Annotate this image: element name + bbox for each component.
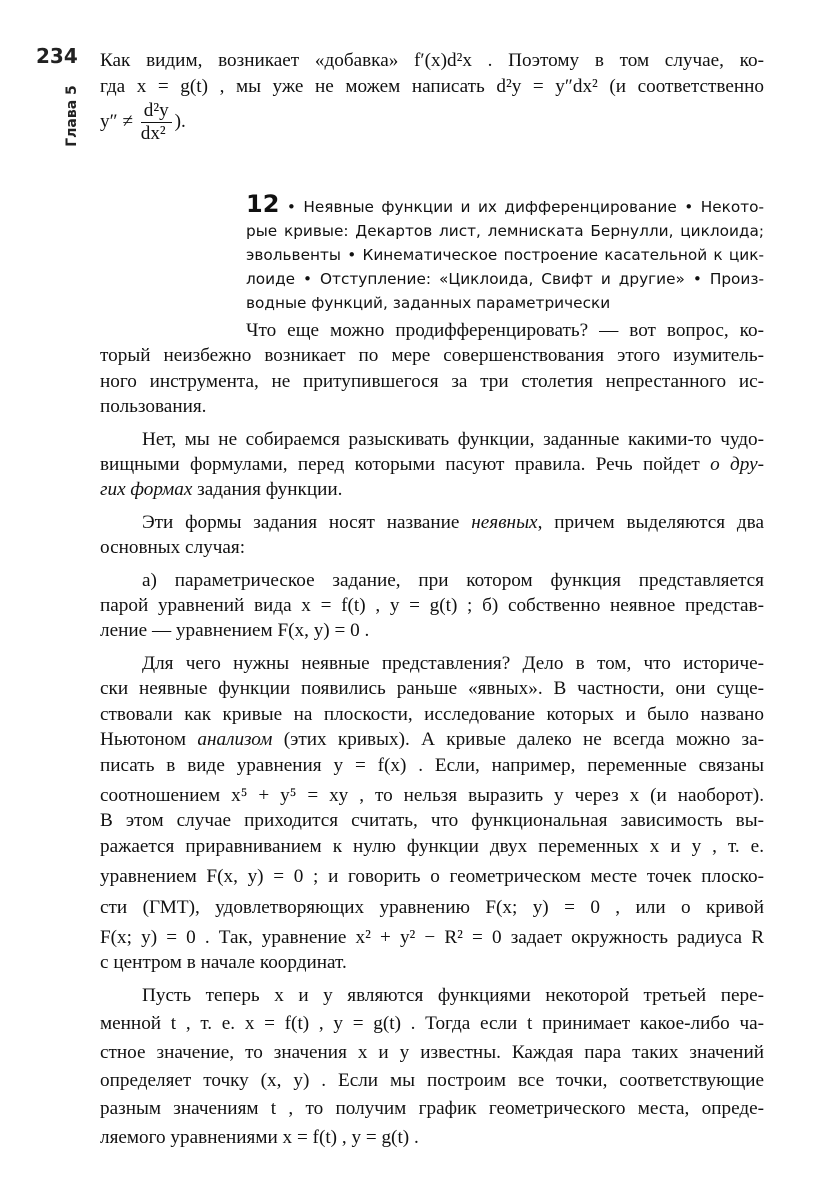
text-line: пользования. [100,396,207,418]
text-line [100,510,764,535]
section-line [246,192,764,219]
formula-suffix: ). [174,110,186,132]
text-line: стное значение, то значения x и y известны. Каждая пара таких значений [100,1041,764,1063]
fraction [141,100,172,145]
text-line: ражается приравниванием к нулю функции двух переменных x и y , т. е. [100,835,764,857]
text-line [100,477,764,502]
paragraph [100,983,764,1150]
paragraph [100,568,764,644]
italic-text: анализом [197,729,273,751]
text-span: Ньютоном [100,729,198,751]
fraction-denominator: dx² [140,123,166,144]
text-span: Эти формы задания носят название [142,511,472,533]
text-line: ски неявные функции появились раньше «явных». В частности, они суще- [100,678,764,700]
text-line: ление — уравнением F(x, y) = 0 . [100,620,370,642]
text-line: основных случая: [100,537,246,559]
text-line: писать в виде уравнения y = f(x) . Если, например, переменные связаны [100,754,764,776]
italic-text: гих формах [100,479,193,501]
fraction-numerator: d²y [141,100,172,123]
text-line: разным значениям t , то получим график геометрического места, опреде- [100,1098,764,1120]
formula-line [100,100,764,154]
section-line: водные функций, заданных параметрически [246,294,611,312]
text-line: F(x; y) = 0 . Так, уравнение x² + y² − R² = 0 задает окружность радиуса R [100,926,764,948]
text-span: задания функции. [192,479,343,501]
italic-text: о дру- [710,454,764,476]
section-line: лоиде • Отступление: «Циклоида, Свифт и другие» • Произ- [246,270,764,288]
page-number: 234 [36,44,78,68]
paragraph [100,510,764,561]
text-span: вищными формулами, перед которыми пасуют правила. Речь пойдет [100,454,711,476]
section-line: эвольвенты • Кинематическое построение касательной к цик- [246,246,764,264]
chapter-tab [62,86,82,146]
text-line: парой уравнений вида x = f(t) , y = g(t) ; б) собственно неявное представ- [100,595,764,617]
section-line: рые кривые: Декартов лист, лемниската Бернулли, циклоида; [246,222,764,240]
paragraph [100,318,764,420]
section-number: 12 [246,190,280,218]
top-paragraph [100,48,764,154]
text-line: определяет точку (x, y) . Если мы построим все точки, соответствующие [100,1069,764,1091]
paragraph [100,427,764,503]
formula-prefix: y″ ≠ [100,110,133,132]
paragraph [100,651,764,976]
text-line: соотношением x⁵ + y⁵ = xy , то нельзя выразить y через x (и наоборот). [100,784,764,806]
main-text [100,318,764,1150]
text-line: Как видим, возникает «добавка» f′(x)d²x . Поэтому в том случае, ко- [100,50,764,71]
text-line [100,452,764,477]
text-line: Для чего нужны неявные представления? Дело в том, что историче- [142,652,764,674]
text-line: сти (ГМТ), удовлетворяющих уравнению F(x; y) = 0 , или о кривой [100,896,764,918]
text-line: торый неизбежно возникает по мере совершенствования этого изумитель- [100,345,764,367]
section-header [246,192,764,315]
text-line: уравнением F(x, y) = 0 ; и говорить о геометрическом месте точек плоско- [100,866,764,888]
text-span: , причем выделяются два [537,511,765,533]
text-line: с центром в начале координат. [100,952,347,974]
text-line: менной t , т. е. x = f(t) , y = g(t) . Тогда если t принимает какое-либо ча- [100,1013,764,1035]
text-line: ляемого уравнениями x = f(t) , y = g(t) . [100,1126,419,1148]
text-line: гда x = g(t) , мы уже не можем написать d²y = y″dx² (и соответственно [100,76,764,97]
text-line: В этом случае приходится считать, что функциональная зависимость вы- [100,810,764,832]
chapter-tab-label: Глава 5 [64,85,80,147]
text-line: Нет, мы не собираемся разыскивать функции, заданные какими-то чудо- [142,428,764,450]
text-line: Пусть теперь x и y являются функциями некоторой третьей пере- [142,984,764,1006]
text-line: ствовали как кривые на плоскости, исследование которых и было названо [100,703,764,725]
italic-text: неявных [471,511,538,533]
text-line: а) параметрическое задание, при котором функция представляется [142,569,764,591]
text-line: ного инструмента, не притупившегося за три столетия непрестанного ис- [100,370,764,392]
text-line: Что еще можно продифференцировать? — вот вопрос, ко- [246,320,764,341]
text-span: (этих кривых). А кривые далеко не всегда можно за- [272,729,764,751]
section-text: • Неявные функции и их дифференцирование • Некото- [286,198,764,216]
text-line [100,727,764,752]
